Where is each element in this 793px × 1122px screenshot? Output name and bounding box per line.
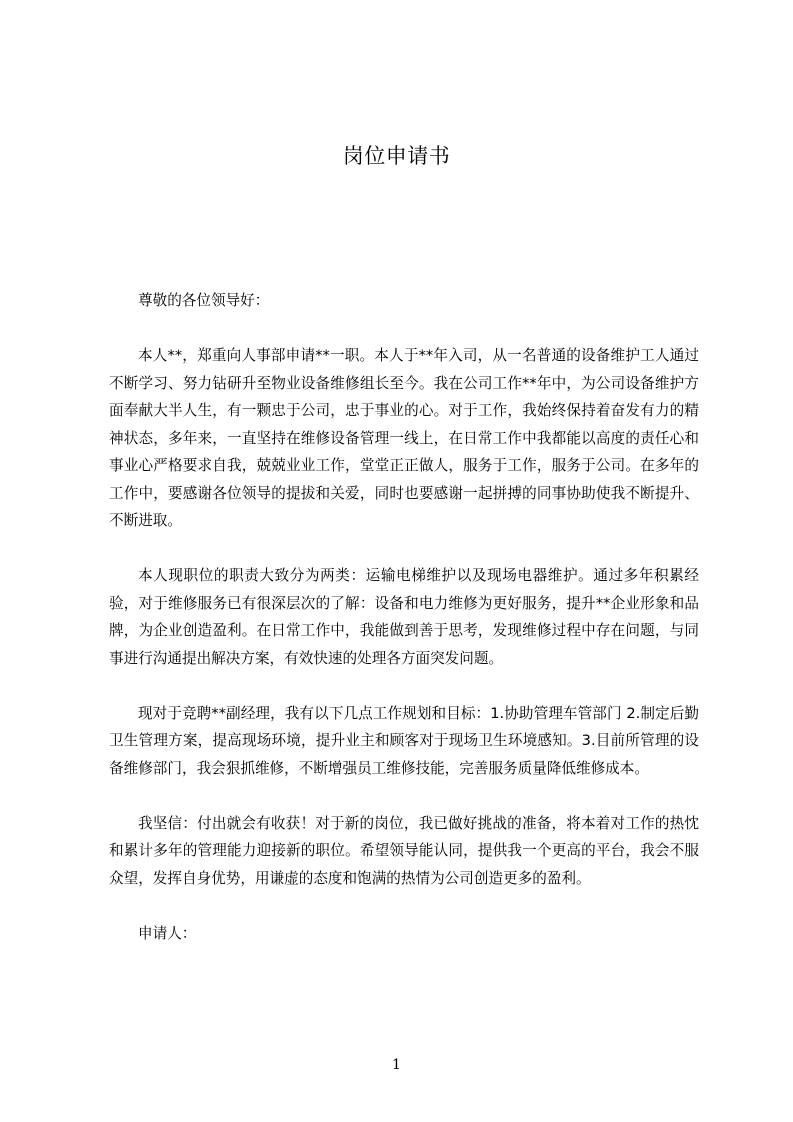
paragraph-intro: 本人**，郑重向人事部申请**一职。本人于**年入司，从一名普通的设备维护工人通过不断学习、努力钻研升至物业设备维修组长至今。我在公司工作**年中，为公司设备维护方面奉献大半人生，有一颗忠于公司，忠于事业的心。对于工作，我始终保持着奋发有力的精神状态，多年来，一直坚持在维修设备管理一线上，在日常工作中我都能以高度的责任心和事业心严格要求自我，兢兢业业工作，堂堂正正做人，服务于工作，服务于公司。在多年的工作中，要感谢各位领导的提拔和关爱，同时也要感谢一起拼搏的同事协助使我不断提升、不断进取。 — [109, 347, 699, 529]
document-body — [109, 287, 699, 975]
page-number: 1 — [392, 1057, 401, 1073]
paragraph-plans: 现对于竞聘**副经理，我有以下几点工作规划和目标：1.协助管理车管部门 2.制定后勤卫生管理方案，提高现场环境，提升业主和顾客对于现场卫生环境感知。3.目前所管理的设备维修部门，我会狠抓维修，不断增强员工维修技能，完善服务质量降低维修成本。 — [109, 704, 699, 777]
paragraph-duties: 本人现职位的职责大致分为两类：运输电梯维护以及现场电器维护。通过多年积累经验，对于维修服务已有很深层次的了解：设备和电力维修为更好服务，提升**企业形象和品牌，为企业创造盈利。在日常工作中，我能做到善于思考，发现维修过程中存在问题，与同事进行沟通提出解决方案，有效快速的处理各方面突发问题。 — [109, 567, 699, 667]
document-title: 岗位申请书 — [342, 144, 451, 168]
applicant-signature-label: 申请人： — [138, 924, 197, 942]
paragraph-conclusion: 我坚信：付出就会有收获！对于新的岗位，我已做好挑战的准备，将本着对工作的热忱和累计多年的管理能力迎接新的职位。希望领导能认同，提供我一个更高的平台，我会不服众望，发挥自身优势，用谦虚的态度和饱满的热情为公司创造更多的盈利。 — [109, 814, 699, 887]
salutation: 尊敬的各位领导好： — [138, 292, 270, 309]
